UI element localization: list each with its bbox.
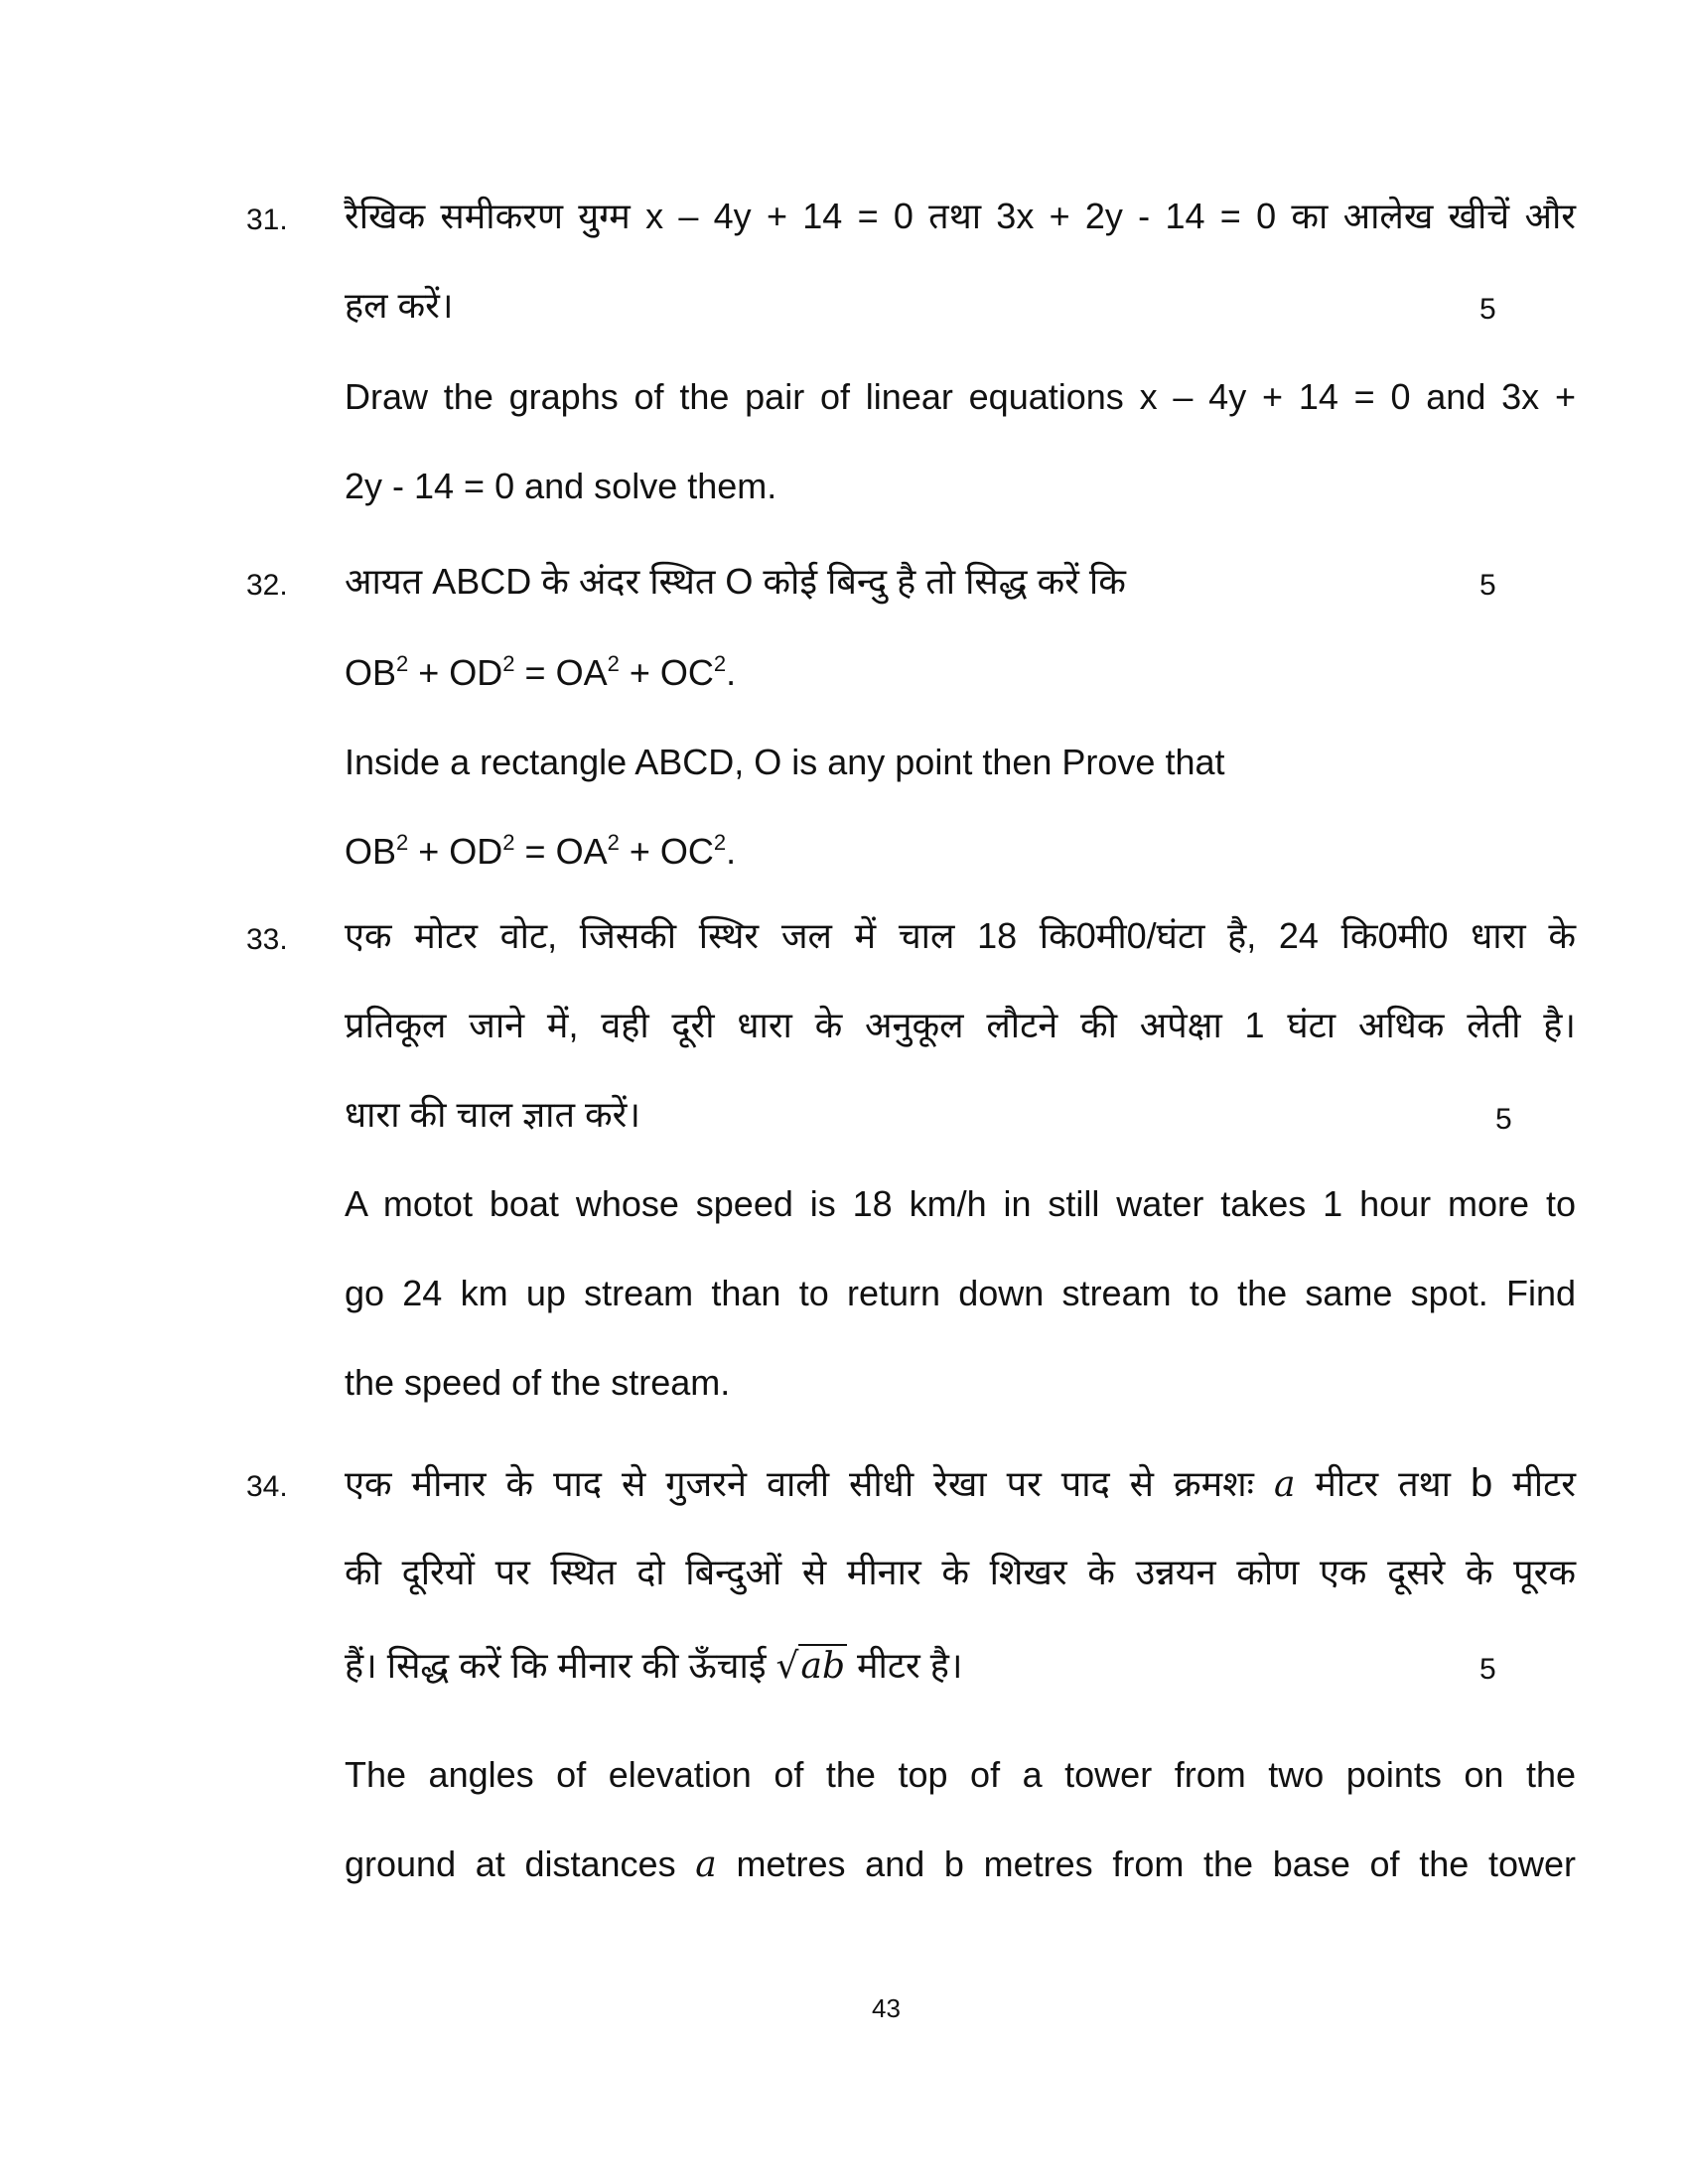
question-english-line: 2y - 14 = 0 and solve them. <box>345 466 777 506</box>
question-english-line: The angles of elevation of the top of a tower from two points on the <box>345 1754 1576 1795</box>
question-hindi-line: एक मोटर वोट, जिसकी स्थिर जल में चाल 18 कि0मी0/घंटा है, 24 कि0मी0 धारा के <box>345 915 1576 956</box>
question-hindi-line: रैखिक समीकरण युग्म x – 4y + 14 = 0 तथा 3x + 2y - 14 = 0 का आलेख खीचें और <box>345 196 1576 236</box>
equation: $OB^2 + OD^2 = OA^2 + OC^2$. <box>345 830 737 872</box>
question-hindi-line: की दूरियों पर स्थित दो बिन्दुओं से मीनार के शिखर के उन्नयन कोण एक दूसरे के पूरक <box>345 1552 1576 1592</box>
question-number: 32. <box>246 569 288 602</box>
sqrt-expression: √ab <box>775 1646 845 1687</box>
question-english-line: ground at distances a metres and b metres from the base of the tower <box>345 1843 1577 1885</box>
question-number: 31. <box>246 204 288 236</box>
equation: $OB^2 + OD^2 = OA^2 + OC^2$. <box>345 651 737 693</box>
question-hindi-line: हल करें। <box>345 285 454 326</box>
marks: 5 <box>1479 1653 1496 1686</box>
question-english-line: the speed of the stream. <box>345 1362 731 1403</box>
marks: 5 <box>1479 293 1496 326</box>
question-english-line: Inside a rectangle ABCD, O is any point then Prove that <box>345 742 1225 782</box>
question-hindi-line: प्रतिकूल जाने में, वही दूरी धारा के अनुकूल लौटने की अपेक्षा 1 घंटा अधिक लेती है। <box>345 1005 1576 1045</box>
question-hindi-line: धारा की चाल ज्ञात करें। <box>345 1094 641 1135</box>
marks: 5 <box>1495 1103 1512 1136</box>
page-number: 43 <box>872 1993 901 2023</box>
question-english-line: go 24 km up stream than to return down stream to the same spot. Find <box>345 1273 1576 1313</box>
question-number: 33. <box>246 923 288 956</box>
question-english-line: Draw the graphs of the pair of linear equations x – 4y + 14 = 0 and 3x + <box>345 376 1576 417</box>
question-hindi-line: एक मीनार के पाद से गुजरने वाली सीधी रेखा पर पाद से क्रमशः a मीटर तथा b मीटर <box>345 1461 1576 1505</box>
marks: 5 <box>1479 569 1496 602</box>
question-number: 34. <box>246 1470 288 1503</box>
question-english-line: A motot boat whose speed is 18 km/h in still water takes 1 hour more to <box>345 1183 1576 1224</box>
question-hindi-line: हैं। सिद्ध करें कि मीनार की ऊँचाई √ab मीटर है। <box>345 1645 963 1687</box>
question-hindi-line: आयत ABCD के अंदर स्थित O कोई बिन्दु है तो सिद्ध करें कि <box>345 561 1126 602</box>
